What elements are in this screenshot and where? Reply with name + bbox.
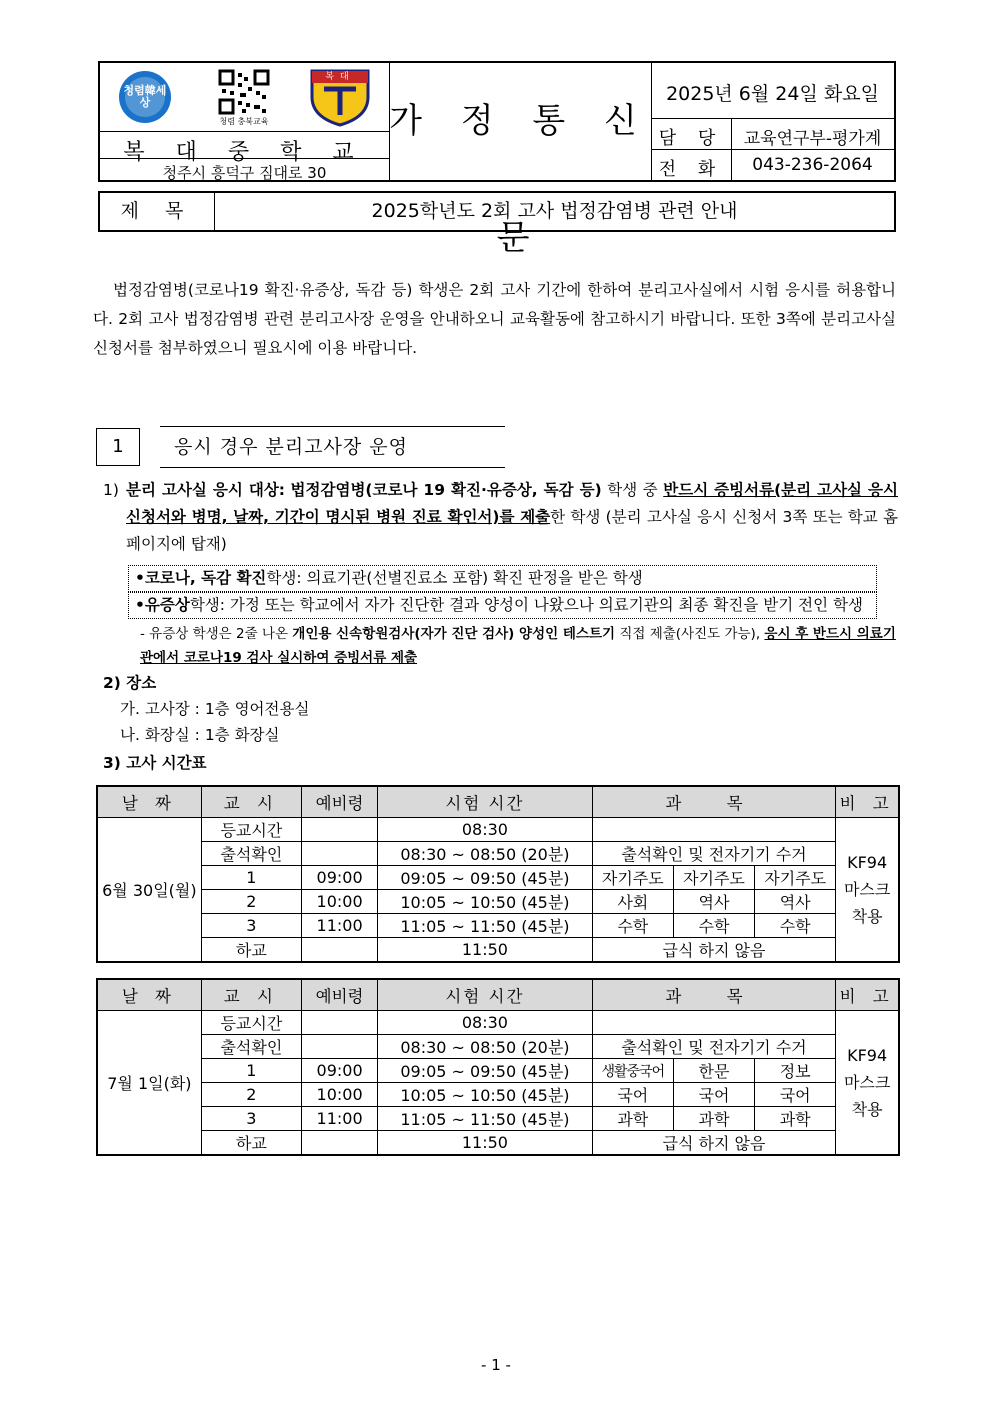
attendance-subject: 출석확인 및 전자기기 수거	[592, 1035, 836, 1059]
empty-cell	[301, 1011, 377, 1035]
table-row	[97, 1011, 899, 1035]
symptom-note	[140, 622, 900, 670]
subject-cell: 역사	[673, 890, 754, 914]
arrival-time: 08:30	[378, 818, 593, 842]
col-bell: 예비령	[301, 979, 377, 1011]
attendance-label: 출석확인	[201, 842, 301, 866]
qr-caption: 청렴 충북교육	[219, 117, 269, 126]
note-text-b: 직접 제출(사진도 가능),	[615, 626, 765, 642]
note-line: KF94	[847, 853, 888, 872]
note-cell	[836, 818, 899, 963]
dismissal-label: 하교	[201, 938, 301, 963]
note-line: 마스크	[843, 880, 891, 899]
school-address: 청주시 흥덕구 짐대로 30	[162, 164, 327, 182]
col-subject: 과 목	[592, 786, 836, 818]
subject-cell: 국어	[592, 1083, 673, 1107]
exam-schedule-table	[96, 785, 900, 963]
dept-value: 교육연구부-평가계	[743, 129, 882, 149]
subject-cell: 과학	[592, 1107, 673, 1131]
note-line: KF94	[847, 1046, 888, 1065]
divider	[651, 118, 894, 119]
dept-label: 담 당	[658, 128, 724, 149]
subject-cell: 자기주도	[592, 866, 673, 890]
item-1-number: 1)	[103, 481, 119, 499]
subject-cell: 한문	[673, 1059, 754, 1083]
empty-cell	[301, 1035, 377, 1059]
table-row	[97, 1059, 899, 1083]
page-title: 가 정 통 신 문	[389, 101, 651, 258]
table-row	[97, 1035, 899, 1059]
criteria-confirmed-text: 학생: 의료기관(선별진료소 포함) 확진 판정을 받은 학생	[266, 569, 643, 587]
dismissal-time: 11:50	[378, 1131, 593, 1156]
section-number: 1	[96, 428, 140, 466]
exam-date: 6월 30일(월)	[97, 818, 201, 963]
bell-time: 11:00	[301, 1107, 377, 1131]
phone-label: 전 화	[658, 159, 724, 180]
col-date: 날 짜	[97, 979, 201, 1011]
table-row	[97, 1083, 899, 1107]
col-date: 날 짜	[97, 786, 201, 818]
empty-cell	[592, 818, 836, 842]
table-row	[97, 842, 899, 866]
note-line: 착용	[851, 907, 883, 926]
arrival-label: 등교시간	[201, 1011, 301, 1035]
intro-paragraph: 법정감염병(코로나19 확진·유증상, 독감 등) 학생은 2회 고사 기간에 한하여 분리고사실에서 시험 응시를 허용합니다. 2회 고사 법정감염병 관련 분리고사장 운영을 안내하오니 교육활동에 참고하시기 바랍니다. 또한 3쪽에 분리고사실 신청서를 첨부하였으니 필요시에 이용 바랍니다.	[93, 281, 896, 357]
criteria-symptom-text: 학생: 가정 또는 학교에서 자가 진단한 결과 양성이 나왔으나 의료기관의 최종 확진을 받기 전인 학생	[189, 596, 863, 614]
empty-cell	[301, 818, 377, 842]
table-row	[97, 866, 899, 890]
exam-date: 7월 1일(화)	[97, 1011, 201, 1156]
bell-time: 09:00	[301, 866, 377, 890]
col-subject: 과 목	[592, 979, 836, 1011]
period-number: 3	[201, 914, 301, 938]
issue-date: 2025년 6월 24일 화요일	[666, 83, 879, 105]
subject-cell: 정보	[755, 1059, 836, 1083]
table-row	[97, 890, 899, 914]
empty-cell	[301, 1131, 377, 1156]
note-cell	[836, 1011, 899, 1156]
item-3-label: 3) 고사 시간표	[103, 754, 207, 772]
attendance-subject: 출석확인 및 전자기기 수거	[592, 842, 836, 866]
subject-cell: 과학	[755, 1107, 836, 1131]
dismissal-time: 11:50	[378, 938, 593, 963]
attendance-time: 08:30 ~ 08:50 (20분)	[378, 842, 593, 866]
col-note: 비 고	[836, 786, 899, 818]
col-period: 교 시	[201, 979, 301, 1011]
exam-room: 가. 고사장 : 1층 영어전용실	[120, 700, 310, 718]
period-number: 1	[201, 1059, 301, 1083]
col-note: 비 고	[836, 979, 899, 1011]
note-requirement: 응시 후 반드시 의료기관에서 코로나19 검사 실시하여 증빙서류 제출	[140, 626, 896, 666]
exam-schedule-table	[96, 978, 900, 1156]
table-header-row	[97, 979, 899, 1011]
exam-time: 09:05 ~ 09:50 (45분)	[378, 866, 593, 890]
page-number: - 1 -	[481, 1356, 511, 1374]
subject-label: 제 목	[100, 193, 215, 230]
subject-cell: 과학	[673, 1107, 754, 1131]
subject-cell: 수학	[592, 914, 673, 938]
arrival-time: 08:30	[378, 1011, 593, 1035]
subject-box	[98, 191, 896, 232]
attendance-label: 출석확인	[201, 1035, 301, 1059]
period-number: 1	[201, 866, 301, 890]
dismissal-subject: 급식 하지 않음	[592, 938, 836, 963]
exam-time: 10:05 ~ 10:50 (45분)	[378, 1083, 593, 1107]
restroom: 나. 화장실 : 1층 화장실	[120, 726, 280, 744]
exam-time: 09:05 ~ 09:50 (45분)	[378, 1059, 593, 1083]
attendance-time: 08:30 ~ 08:50 (20분)	[378, 1035, 593, 1059]
criteria-symptom-label: •유증상	[135, 596, 190, 614]
note-line: 착용	[851, 1100, 883, 1119]
exam-time: 10:05 ~ 10:50 (45분)	[378, 890, 593, 914]
subject-cell: 자기주도	[755, 866, 836, 890]
bell-time: 10:00	[301, 1083, 377, 1107]
subject-cell: 수학	[673, 914, 754, 938]
bell-time: 11:00	[301, 914, 377, 938]
school-name: 복 대 중 학 교	[123, 140, 366, 165]
item-1-text-b: 한 학생 (분리 고사실 응시 신청서 3쪽 또는 학교 홈페이지에 탑재)	[126, 508, 898, 553]
table-row	[97, 1107, 899, 1131]
criteria-box-symptom	[128, 592, 877, 619]
item-2-label: 2) 장소	[103, 674, 157, 692]
col-bell: 예비령	[301, 786, 377, 818]
dismissal-label: 하교	[201, 1131, 301, 1156]
table-row	[97, 818, 899, 842]
item-1-text	[126, 477, 898, 558]
criteria-confirmed-label: •코로나, 독감 확진	[135, 569, 267, 587]
bell-time: 10:00	[301, 890, 377, 914]
subject-cell: 국어	[755, 1083, 836, 1107]
dismissal-subject: 급식 하지 않음	[592, 1131, 836, 1156]
criteria-box-confirmed	[128, 565, 877, 592]
item-1-text-a: 학생 중	[601, 481, 664, 499]
subject-cell: 수학	[755, 914, 836, 938]
note-test-kit: 개인용 신속항원검사(자가 진단 검사) 양성인 테스트기	[292, 626, 616, 642]
qr-code-icon	[218, 69, 270, 115]
subject-cell: 사회	[592, 890, 673, 914]
exam-time: 11:05 ~ 11:50 (45분)	[378, 1107, 593, 1131]
col-time: 시험 시간	[378, 979, 593, 1011]
table-row	[97, 938, 899, 963]
item-1-requirement: 반드시 증빙서류(분리 고사실 응시 신청서와 병명, 날짜, 기간이 명시된 병원 진료 확인서)를 제출	[126, 481, 898, 526]
item-1-label: 분리 고사실 응시 대상:	[126, 481, 285, 499]
table-row	[97, 1131, 899, 1156]
col-period: 교 시	[201, 786, 301, 818]
exam-time: 11:05 ~ 11:50 (45분)	[378, 914, 593, 938]
col-time: 시험 시간	[378, 786, 593, 818]
phone-value: 043-236-2064	[752, 155, 873, 175]
divider	[100, 131, 389, 132]
note-line: 마스크	[843, 1073, 891, 1092]
table-row	[97, 914, 899, 938]
subject-cell: 생활중국어	[592, 1059, 673, 1083]
period-number: 3	[201, 1107, 301, 1131]
bell-time: 09:00	[301, 1059, 377, 1083]
period-number: 2	[201, 890, 301, 914]
subject-cell: 자기주도	[673, 866, 754, 890]
empty-cell	[301, 842, 377, 866]
subject-cell: 역사	[755, 890, 836, 914]
integrity-logo: 청렴韓세상	[116, 69, 174, 125]
subject-value: 2025학년도 2회 고사 법정감염병 관련 안내	[371, 200, 738, 222]
table-header-row	[97, 786, 899, 818]
empty-cell	[301, 938, 377, 963]
subject-cell: 국어	[673, 1083, 754, 1107]
school-emblem: 복대	[308, 67, 372, 127]
item-1-disease: 법정감염병(코로나 19 확진·유증상, 독감 등)	[290, 481, 602, 499]
note-text-a: - 유증상 학생은 2줄 나온	[140, 626, 293, 642]
empty-cell	[592, 1011, 836, 1035]
period-number: 2	[201, 1083, 301, 1107]
arrival-label: 등교시간	[201, 818, 301, 842]
section-title: 응시 경우 분리고사장 운영	[160, 426, 505, 468]
